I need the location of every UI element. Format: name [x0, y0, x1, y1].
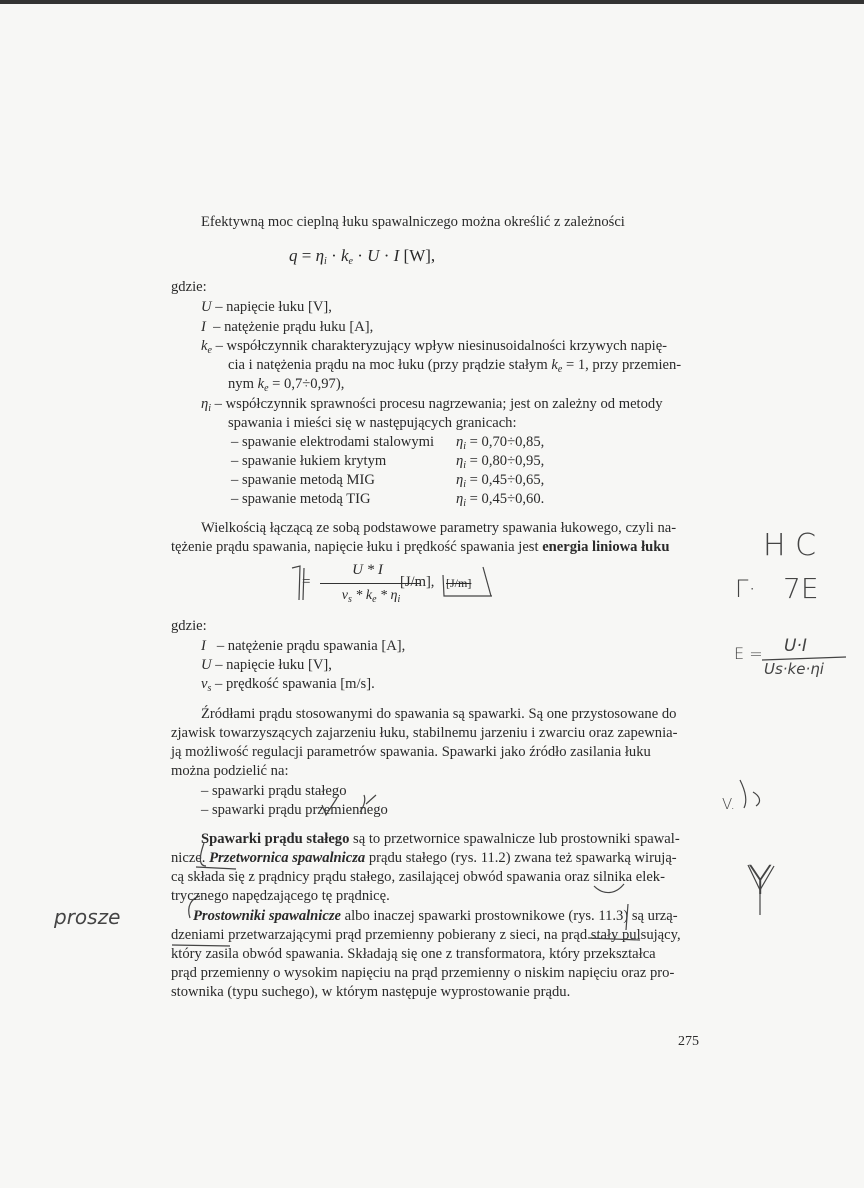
- para-rect-line2: dzeniami przetwarzającymi prąd przemienny pobierany z sieci, na prąd stały pulsujący,: [171, 927, 681, 943]
- gdzie-label-1: gdzie:: [171, 279, 207, 295]
- def-ke-line1: $k_e$ – współczynnik charakteryzujący wpływ niesinusoidalności krzywych napię-: [201, 338, 668, 356]
- para-rect-line3: który zasila obwód spawania. Składają się one z transformatora, który przekształca: [171, 946, 656, 962]
- para-rect-line5: stownika (typu suchego), w którym następuje wyprostowanie prądu.: [171, 984, 571, 1000]
- range-value: $\eta_i = 0,45\div 0,60$.: [456, 491, 545, 509]
- para-sources-line: można podzielić na:: [171, 763, 289, 779]
- def-voltage: U – napięcie łuku [V],: [201, 299, 332, 315]
- page-number: 275: [678, 1034, 699, 1049]
- formula-heat-power: $q = \eta_i \cdot k_e \cdot U \cdot I$ [W],: [289, 246, 436, 267]
- formula2-equals: =: [302, 574, 311, 590]
- range-method: – spawanie metodą MIG: [231, 472, 375, 488]
- handwritten-e-numerator: U·I: [784, 636, 807, 656]
- range-value: $\eta_i = 0,80\div 0,95$,: [456, 453, 545, 471]
- para-dc-line3: cą składa się z prądnicy prądu stałego, zasilającej obwód spawania oraz silnika elek-: [171, 869, 665, 885]
- handwritten-y-note: Y: [748, 858, 773, 904]
- def-eta-line1: $\eta_i$ – współczynnik sprawności procesu nagrzewania; jest on zależny od metody: [201, 396, 663, 414]
- def2-current: I – natężenie prądu spawania [A],: [201, 638, 406, 654]
- para-rect-line4: prąd przemienny o wysokim napięciu na prąd przemienny o niskim napięciu oraz pro-: [171, 965, 675, 981]
- range-method: – spawanie elektrodami stalowymi: [231, 434, 435, 450]
- para-dc-line1: Spawarki prądu stałego są to przetwornice spawalnicze lub prostowniki spawal-: [201, 831, 680, 847]
- para-energy-line1: Wielkością łączącą ze sobą podstawowe parametry spawania łukowego, czyli na-: [201, 520, 677, 536]
- handwritten-hc: H C: [763, 528, 817, 563]
- def-eta-line2: spawania i mieści się w następujących granicach:: [228, 415, 517, 431]
- gdzie-label-2: gdzie:: [171, 618, 207, 634]
- handwritten-te: 7E: [783, 572, 819, 605]
- handwritten-e-equals: E =: [734, 644, 763, 663]
- handwritten-e-denominator: Us·ke·ηi: [764, 660, 824, 678]
- def2-voltage: U – napięcie łuku [V],: [201, 657, 332, 673]
- para-dc-line2: nicze. Przetwornica spawalnicza prądu stałego (rys. 11.2) zwana też spawarką wirują-: [171, 850, 677, 866]
- def-current: I – natężenie prądu łuku [A],: [201, 319, 374, 335]
- formula2-numerator: U * I: [352, 562, 383, 578]
- para-sources-line: ją możliwość regulacji parametrów spawania. Spawarki jako źródło zasilania łuku: [171, 744, 651, 760]
- para-rect-line1: Prostowniki spawalnicze albo inaczej spawarki prostownikowe (rys. 11.3) są urzą-: [193, 908, 678, 924]
- list-item-dc: – spawarki prądu stałego: [201, 783, 347, 799]
- handwritten-gamma-dot: Γ·: [735, 575, 756, 603]
- para-dc-line4: trycznego napędzającego tę prądnicę.: [171, 888, 390, 904]
- handwritten-v-note: V.: [722, 795, 736, 813]
- list-item-ac: – spawarki prądu przemiennego: [201, 802, 388, 818]
- para-energy-line2: tężenie prądu spawania, napięcie łuku i prędkość spawania jest energia liniowa łuku: [171, 539, 670, 555]
- range-method: – spawanie metodą TIG: [231, 491, 371, 507]
- range-value: $\eta_i = 0,45\div 0,65$,: [456, 472, 545, 490]
- handwritten-margin-note: prosze: [54, 905, 121, 929]
- para-sources-line: zjawisk towarzyszących zajarzeniu łuku, stabilnemu jarzeniu i zwarciu oraz zapewnia-: [171, 725, 678, 741]
- range-value: $\eta_i = 0,70\div 0,85$,: [456, 434, 545, 452]
- def-ke-line2: cia i natężenia prądu na moc łuku (przy prądzie stałym $k_e = 1$, przy przemien-: [228, 357, 682, 375]
- def2-speed: $v_s$ – prędkość spawania [m/s].: [201, 676, 375, 694]
- intro-text: Efektywną moc cieplną łuku spawalniczego można określić z zależności: [201, 214, 625, 230]
- para-sources-line: Źródłami prądu stosowanymi do spawania są spawarki. Są one przystosowane do: [201, 706, 677, 722]
- range-method: – spawanie łukiem krytym: [231, 453, 387, 469]
- formula2-denominator: $v_s * k_e * \eta_i$: [341, 588, 401, 605]
- formula2-unit: [J/m],: [400, 574, 435, 590]
- formula2-struck-unit: [J/m]: [446, 576, 472, 590]
- def-ke-line3: nym $k_e = 0,7\div 0,97$),: [228, 376, 345, 394]
